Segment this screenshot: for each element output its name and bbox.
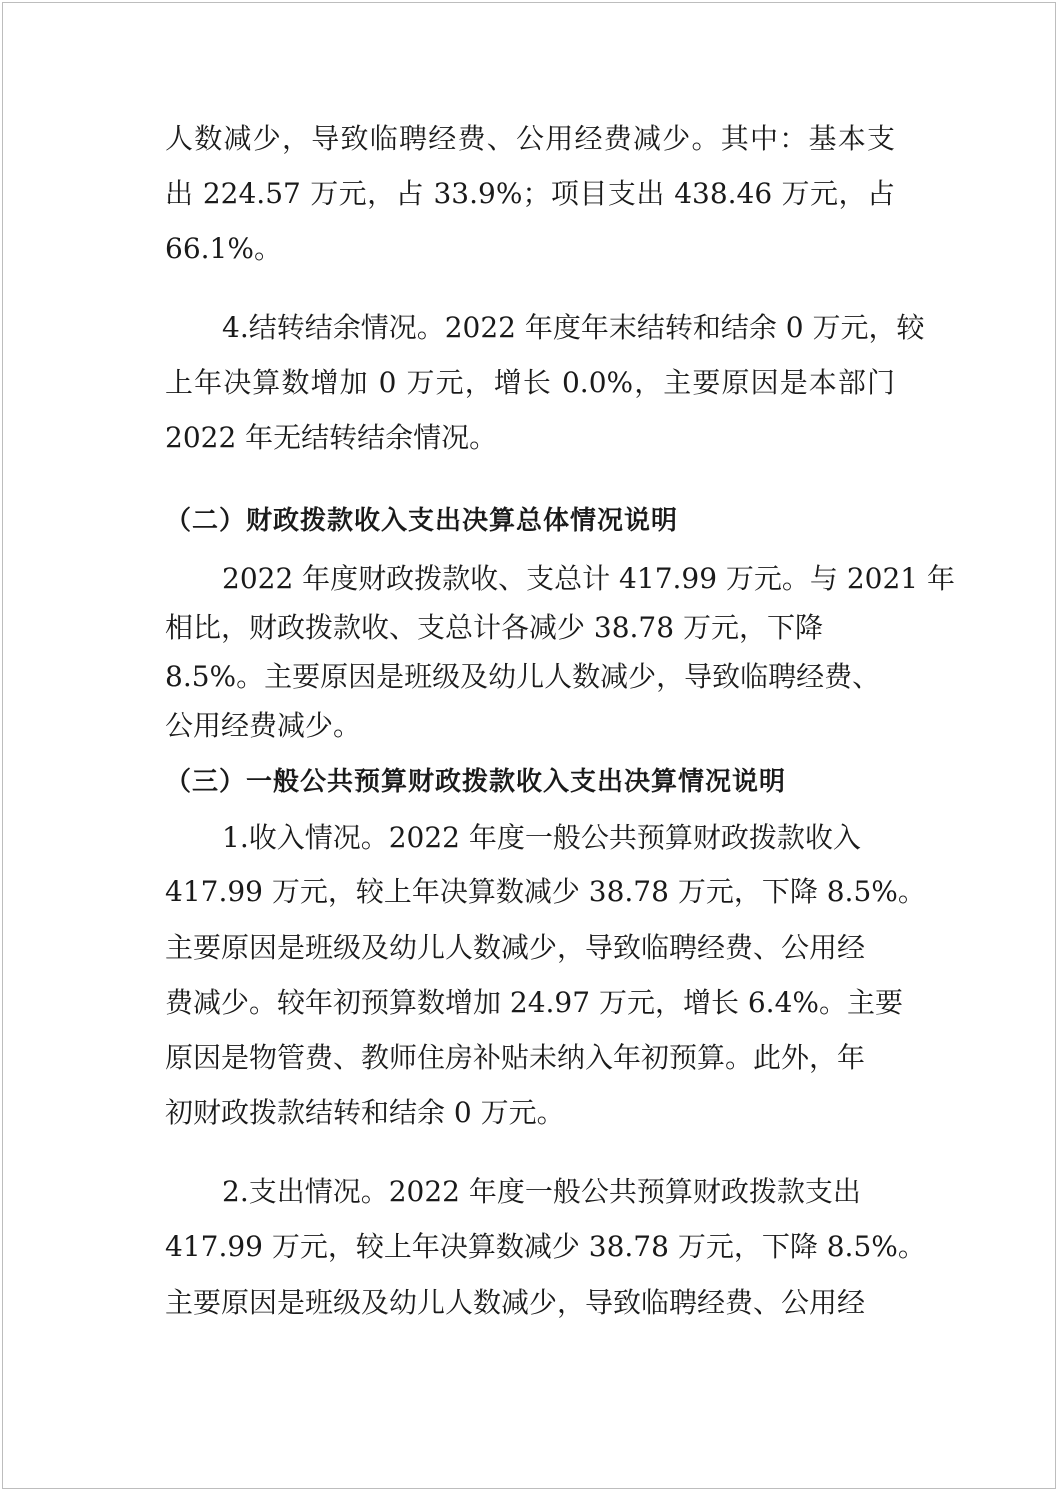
- paragraph-line: 费减少。较年初预算数增加 24.97 万元，增长 6.4%。主要: [165, 986, 903, 1019]
- paragraph-line: 2022 年无结转结余情况。: [165, 421, 498, 454]
- paragraph-line: 初财政拨款结转和结余 0 万元。: [165, 1096, 565, 1129]
- paragraph-line: 人数减少，导致临聘经费、公用经费减少。其中：基本支: [165, 122, 895, 155]
- paragraph-line: 4.结转结余情况。2022 年度年末结转和结余 0 万元，较: [222, 311, 925, 344]
- paragraph-line: 主要原因是班级及幼儿人数减少，导致临聘经费、公用经: [165, 1286, 866, 1319]
- paragraph-line: 8.5%。主要原因是班级及幼儿人数减少，导致临聘经费、: [165, 660, 881, 693]
- paragraph-line: 66.1%。: [165, 232, 282, 265]
- paragraph-line: 主要原因是班级及幼儿人数减少，导致临聘经费、公用经: [165, 931, 866, 964]
- section-heading: （三）一般公共预算财政拨款收入支出决算情况说明: [165, 767, 787, 797]
- paragraph-line: 相比，财政拨款收、支总计各减少 38.78 万元，下降: [165, 611, 823, 644]
- paragraph-line: 出 224.57 万元，占 33.9%；项目支出 438.46 万元，占: [165, 177, 895, 210]
- paragraph-line: 2.支出情况。2022 年度一般公共预算财政拨款支出: [222, 1175, 861, 1208]
- page-frame: [2, 2, 1056, 1489]
- paragraph-line: 417.99 万元，较上年决算数减少 38.78 万元，下降 8.5%。: [165, 1230, 926, 1263]
- paragraph-line: 上年决算数增加 0 万元，增长 0.0%，主要原因是本部门: [165, 366, 895, 399]
- section-heading: （二）财政拨款收入支出决算总体情况说明: [165, 506, 679, 536]
- paragraph-line: 1.收入情况。2022 年度一般公共预算财政拨款收入: [222, 821, 861, 854]
- paragraph-line: 417.99 万元，较上年决算数减少 38.78 万元，下降 8.5%。: [165, 875, 926, 908]
- paragraph-line: 原因是物管费、教师住房补贴未纳入年初预算。此外，年: [165, 1041, 866, 1074]
- paragraph-line: 公用经费减少。: [165, 709, 362, 742]
- paragraph-line: 2022 年度财政拨款收、支总计 417.99 万元。与 2021 年: [222, 562, 955, 595]
